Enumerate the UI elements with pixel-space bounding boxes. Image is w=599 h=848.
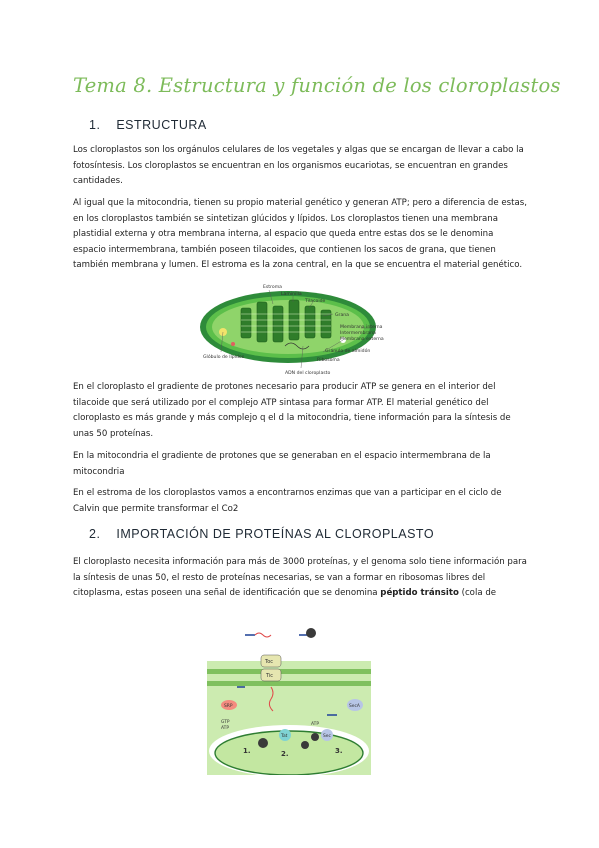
section-2-heading [89,527,434,541]
section-1-number: 1. [89,118,101,132]
paragraph-definition: Los cloroplastos son los orgánulos celulares de los vegetales y algas que se encargan de llevar a cabo la fotosíntesis. Los cloroplastos se encuentran en los organismos eucariotas, se encuentran en grandes cantidades. [73,145,524,187]
section-2-number: 2. [89,527,101,541]
page-title: Tema 8. Estructura y función de los cloroplastos [73,74,561,97]
label-ribosoma: Ribosoma [317,358,340,363]
label-laminilla: Laminilla [281,292,302,297]
chloroplast-diagram [193,282,423,382]
label-intermembrana: Intermembrana [340,331,376,336]
label-tat: Tat [281,734,288,739]
label-tic: Tic [266,673,274,679]
section-2-title: IMPORTACIÓN DE PROTEÍNAS AL CLOROPLASTO [116,527,435,541]
label-membrana-interna: Membrana interna [340,325,383,330]
label-step-3: 3. [335,747,343,755]
section-1-title: ESTRUCTURA [116,118,207,132]
label-tilacoide: Tilacoide [305,299,326,304]
paragraph-calvin: En el estroma de los cloroplastos vamos a encontrarnos enzimas que van a participar en el ciclo de Calvin que permite transformar el Co2 [73,488,502,514]
label-step-2: 2. [281,750,289,758]
paragraph-structure: Al igual que la mitocondria, tienen su propio material genético y generan ATP; pero a diferencia de estas, en los cloroplastos también se sintetizan glúcidos y lípidos. Los cloroplastos tienen una membrana plastidial externa y otra membrana interna, al espacio que queda entre estas dos se le denomina espacio intermembrana, también poseen tilacoides, que contienen los sacos de grana, que tienen también membrana y lumen. El estroma es la zona central, en la que se encuentra el material genético. [73,198,527,271]
label-step-1: 1. [243,747,251,755]
label-toc: Toc [265,659,274,665]
term-peptido-transito: péptido tránsito [380,588,459,599]
protein-import-diagram [207,625,371,775]
label-grana: Grana [335,313,349,318]
label-globulo: Glóbulo de lípidos [203,355,245,360]
paragraph-protons: En el cloroplasto el gradiente de protones necesario para producir ATP se genera en el interior del tilacoide que será utilizado por el complejo ATP sintasa para formar ATP. El material genético del cloroplasto es más grande y más complejo q el d la mitocondria, tiene información para la síntesis de unas 50 proteínas. [73,382,511,439]
label-membrana-externa: Membrana externa [340,337,384,342]
label-srp: SRP [224,704,233,709]
label-atp-left: ATP [221,726,229,731]
label-adn: ADN del cloroplasto [285,371,331,376]
label-estroma: Estroma [263,285,282,290]
label-seca: SecA [349,704,360,709]
label-gtp: GTP [221,720,230,725]
paragraph-import: El cloroplasto necesita información para más de 3000 proteínas, y el genoma solo tiene información para la síntesis de unas 50, el resto de proteínas necesarias, se van a formar en ribosomas libres del citoplasma, estas poseen una señal de identificación que se denomina péptido tránsito (cola de [73,557,527,599]
label-granulo: Gránulo de almidón [325,349,371,354]
section-1-heading [89,118,207,132]
paragraph-mitochondria: En la mitocondria el gradiente de protones que se generaban en el espacio intermembrana de la mitocondria [73,451,491,477]
label-atp-right: ATP [311,722,319,727]
label-sec: Sec [323,734,331,739]
